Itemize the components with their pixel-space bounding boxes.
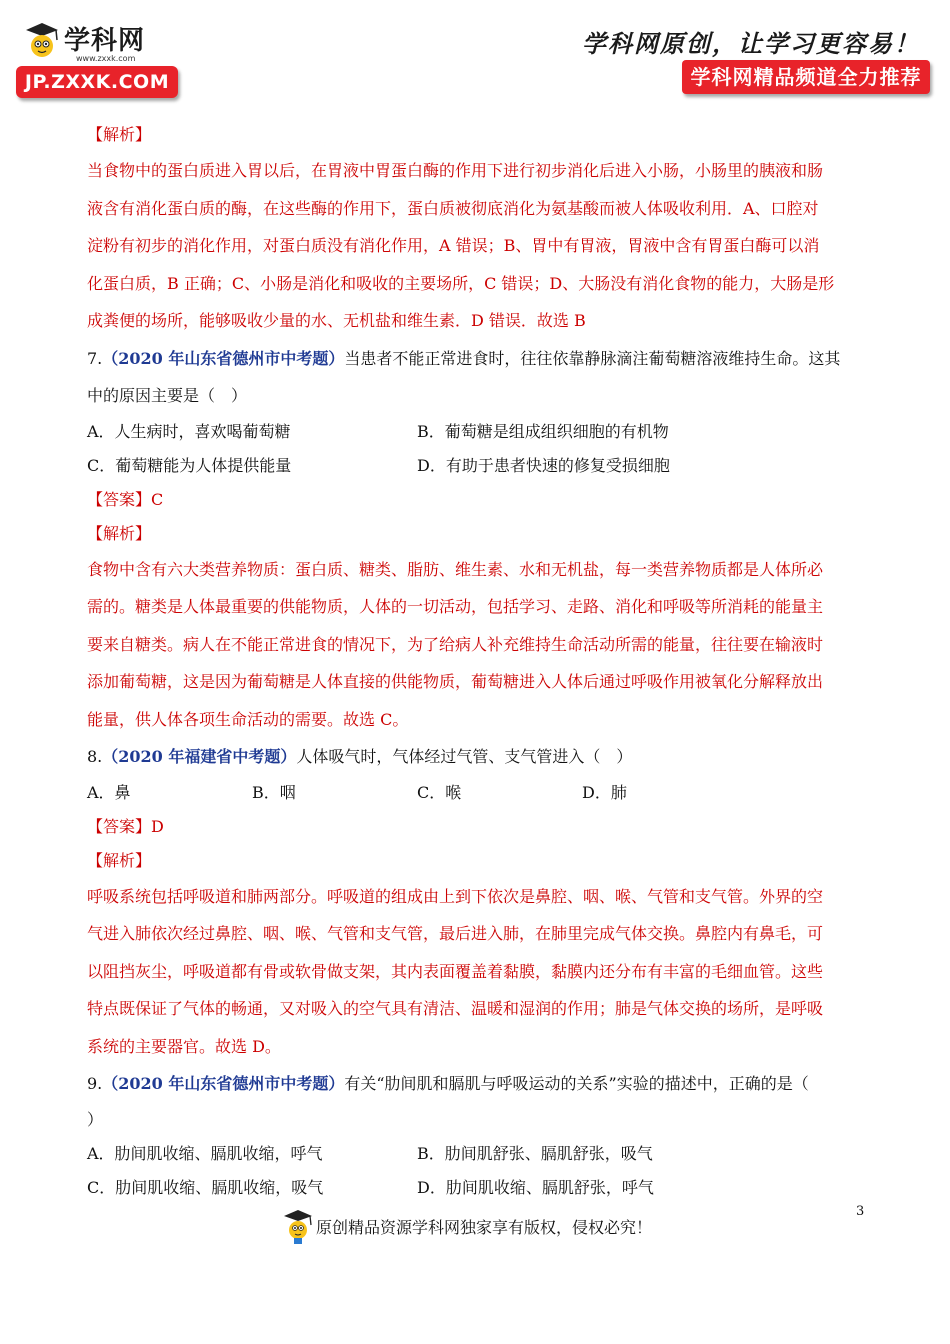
- q8-analysis-line: 气进入肺依次经过鼻腔、咽、喉、气管和支气管，最后进入肺，在肺里完成气体交换。鼻腔内有鼻毛，可: [87, 924, 824, 943]
- q7-analysis: [87, 551, 863, 739]
- q8-analysis: [87, 878, 863, 1066]
- copyright-text: 原创精品资源学科网独家享有版权，侵权必究！: [316, 1217, 653, 1237]
- q8-analysis-line: 呼吸系统包括呼吸道和肺两部分。呼吸道的组成由上到下依次是鼻腔、咽、喉、气管和支气管。外界的空: [87, 886, 824, 906]
- q7-stem-text: 当患者不能正常进食时，往往依靠静脉滴注葡萄糖溶液维持生命。这其: [344, 348, 841, 368]
- q8-option-c: C．喉: [417, 782, 462, 802]
- q9-stem-text: 有关“肋间肌和膈肌与呼吸运动的关系”实验的描述中，正确的是（: [344, 1074, 809, 1093]
- q8-analysis-line: 以阻挡灰尘，呼吸道都有骨或软骨做支架，其内表面覆盖着黏膜，黏膜内还分布有丰富的毛细血管。这些: [87, 961, 824, 981]
- q6-analysis-line: 液含有消化蛋白质的酶，在这些酶的作用下，蛋白质被彻底消化为氨基酸而被人体吸收利用．A、口腔对: [87, 198, 819, 218]
- q8-source: （2020 年福建省中考题）: [102, 747, 297, 766]
- q8-stem-text: 人体吸气时，气体经过气管、支气管进入（ ）: [296, 747, 633, 766]
- logo-text: 学科网: [64, 26, 146, 56]
- q7-options-row: [87, 449, 863, 483]
- q9-option-c: C．肋间肌收缩、膈肌收缩，吸气: [87, 1177, 324, 1197]
- logo-domain-badge: JP.ZXXK.COM: [16, 66, 178, 98]
- q8-option-a: A．鼻: [87, 782, 131, 802]
- logo-small-url: www.zxxk.com: [76, 54, 136, 63]
- q7-option-a: A．人生病时，喜欢喝葡萄糖: [87, 421, 291, 441]
- q7-analysis-label: 【解析】: [87, 523, 152, 543]
- q7-source: （2020 年山东省德州市中考题）: [102, 348, 345, 368]
- q7-analysis-line: 添加葡萄糖，这是因为葡萄糖是人体直接的供能物质，葡萄糖进入人体后通过呼吸作用被氧化分解释放出: [87, 672, 824, 691]
- q7-answer: [87, 483, 863, 517]
- recommend-banner: 学科网精品频道全力推荐: [682, 60, 930, 94]
- q6-analysis-line: 成粪便的场所，能够吸收少量的水、无机盐和维生素．D 错误．故选 B: [87, 311, 586, 330]
- page-footer: [282, 1206, 652, 1246]
- q7-answer-value: C: [151, 489, 164, 509]
- header-slogan: 学科网原创，让学习更容易！: [582, 29, 920, 58]
- q7-options-row: [87, 415, 863, 449]
- q7-answer-label: 【答案】: [87, 489, 152, 509]
- q9-stem: [87, 1065, 863, 1103]
- q8-option-b: B．咽: [252, 782, 296, 802]
- q7-option-c: C．葡萄糖能为人体提供能量: [87, 455, 292, 475]
- q7-analysis-line: 需的。糖类是人体最重要的供能物质，人体的一切活动，包括学习、走路、消化和呼吸等所消耗的能量主: [87, 597, 824, 616]
- q7-option-d: D．有助于患者快速的修复受损细胞: [417, 455, 670, 475]
- q9-stem-line2: ）: [87, 1109, 104, 1129]
- q9-source: （2020 年山东省德州市中考题）: [102, 1074, 345, 1093]
- q6-analysis-line: 淀粉有初步的消化作用，对蛋白质没有消化作用，A 错误；B、胃中有胃液，胃液中含有胃蛋白酶可以消: [87, 236, 820, 255]
- q9-options-row: [87, 1171, 863, 1205]
- q7-analysis-line: 能量，供人体各项生命活动的需要。故选 C。: [87, 709, 409, 729]
- page-content: [87, 118, 863, 1205]
- q9-option-d: D．肋间肌收缩、膈肌舒张，呼气: [417, 1177, 654, 1197]
- q7-option-b: B．葡萄糖是组成组织细胞的有机物: [417, 421, 669, 441]
- q9-option-b: B．肋间肌舒张、膈肌舒张，吸气: [417, 1143, 653, 1163]
- mascot-icon: [282, 1207, 314, 1245]
- zxxk-logo[interactable]: [16, 16, 181, 102]
- q7-analysis-line: 要来自糖类。病人在不能正常进食的情况下，为了给病人补充维持生命活动所需的能量，往往要在输液时: [87, 634, 824, 654]
- q9-option-a: A．肋间肌收缩、膈肌收缩，呼气: [87, 1143, 323, 1163]
- q8-stem: [87, 738, 863, 776]
- page-header: [0, 0, 950, 110]
- q6-analysis-label: 【解析】: [87, 125, 152, 144]
- q8-option-d: D．肺: [582, 782, 627, 802]
- q8-analysis-line: 特点既保证了气体的畅通，又对吸入的空气具有清洁、温暖和湿润的作用；肺是气体交换的场所，是呼吸: [87, 999, 824, 1018]
- q8-answer-value: D: [151, 816, 164, 836]
- q8-analysis-line: 系统的主要器官。故选 D。: [87, 1036, 281, 1056]
- q8-options-row: [87, 776, 863, 810]
- q6-analysis-line: 当食物中的蛋白质进入胃以后，在胃液中胃蛋白酶的作用下进行初步消化后进入小肠，小肠里的胰液和肠: [87, 161, 824, 180]
- q8-answer: [87, 810, 863, 844]
- q7-stem: [87, 340, 863, 378]
- q8-analysis-label: 【解析】: [87, 850, 152, 870]
- q8-answer-label: 【答案】: [87, 816, 152, 836]
- page-number: 3: [856, 1204, 865, 1219]
- q7-analysis-line: 食物中含有六大类营养物质：蛋白质、糖类、脂肪、维生素、水和无机盐，每一类营养物质都是人体所必: [87, 559, 824, 579]
- q7-number: 7.: [87, 348, 103, 368]
- mascot-icon: [22, 20, 62, 60]
- q7-stem-line2: 中的原因主要是（ ）: [87, 386, 248, 405]
- q6-analysis-line: 化蛋白质，B 正确；C、小肠是消化和吸收的主要场所，C 错误；D、大肠没有消化食物的能力，大肠是形: [87, 273, 835, 293]
- q9-number: 9.: [87, 1074, 103, 1093]
- q9-options-row: [87, 1137, 863, 1171]
- q6-analysis: [87, 152, 863, 340]
- q8-number: 8.: [87, 747, 103, 766]
